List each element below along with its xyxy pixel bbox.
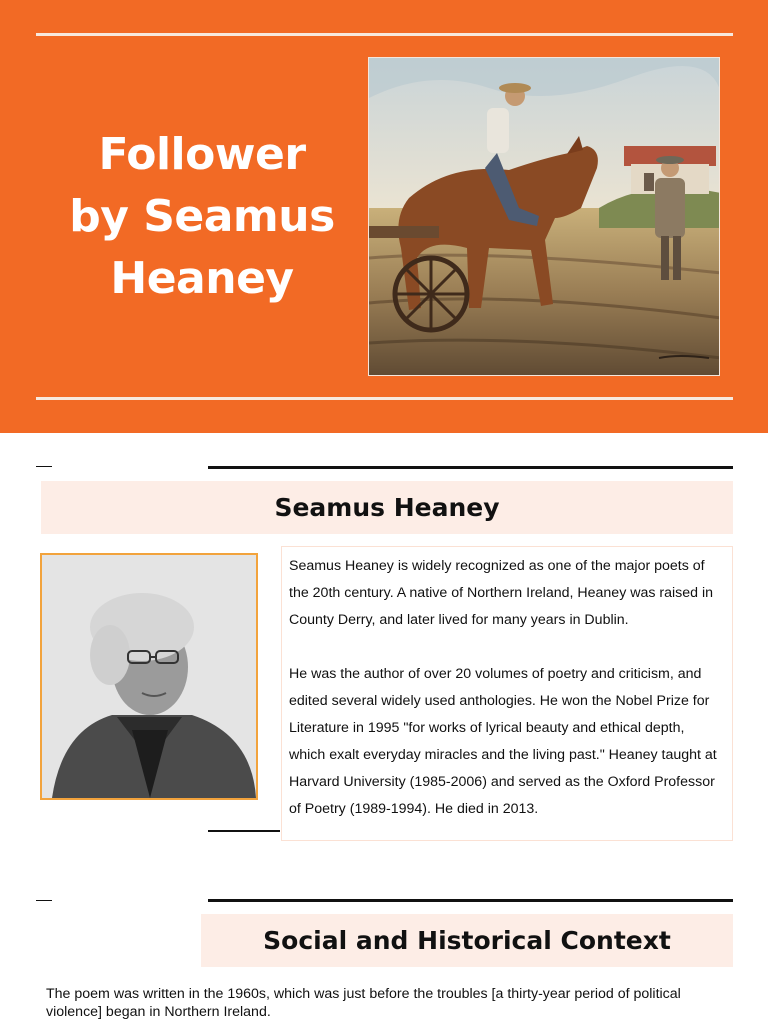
- biography-paragraph-1: Seamus Heaney is widely recognized as one of the major poets of the 20th century. A native of Northern Ireland, Heaney was raised in County Derry, and later lived for many years in Dublin.: [289, 558, 714, 628]
- farmer-ploughing-painting: [368, 57, 720, 376]
- biography-underline: [208, 830, 280, 832]
- title-line-1: Follower: [98, 129, 306, 180]
- title-line-2: by Seamus: [69, 191, 335, 242]
- short-divider: [36, 466, 52, 467]
- hero-top-rule: [36, 33, 733, 36]
- context-heading: Social and Historical Context: [201, 914, 733, 967]
- biography-text-box: [281, 546, 733, 841]
- short-divider-2: [36, 900, 52, 901]
- seamus-heaney-portrait: [40, 553, 258, 800]
- section-divider: [208, 466, 733, 469]
- hero-bottom-rule: [36, 397, 733, 400]
- biography-heading: Seamus Heaney: [41, 481, 733, 534]
- hero-banner: [0, 0, 768, 433]
- title-line-3: Heaney: [110, 253, 294, 304]
- section-divider-2: [208, 899, 733, 902]
- context-paragraph: The poem was written in the 1960s, which was just before the troubles [a thirty-year period of political violence] began in Northern Ireland.: [46, 986, 681, 1020]
- page-title: [56, 124, 348, 310]
- biography-paragraph-2: He was the author of over 20 volumes of poetry and criticism, and edited several widely used anthologies. He won the Nobel Prize for Literature in 1995 "for works of lyrical beauty and ethical depth, which exalt everyday miracles and the living past." Heaney taught at Harvard University (1985-2006) and served as the Oxford Professor of Poetry (1989-1994). He died in 2013.: [289, 666, 717, 817]
